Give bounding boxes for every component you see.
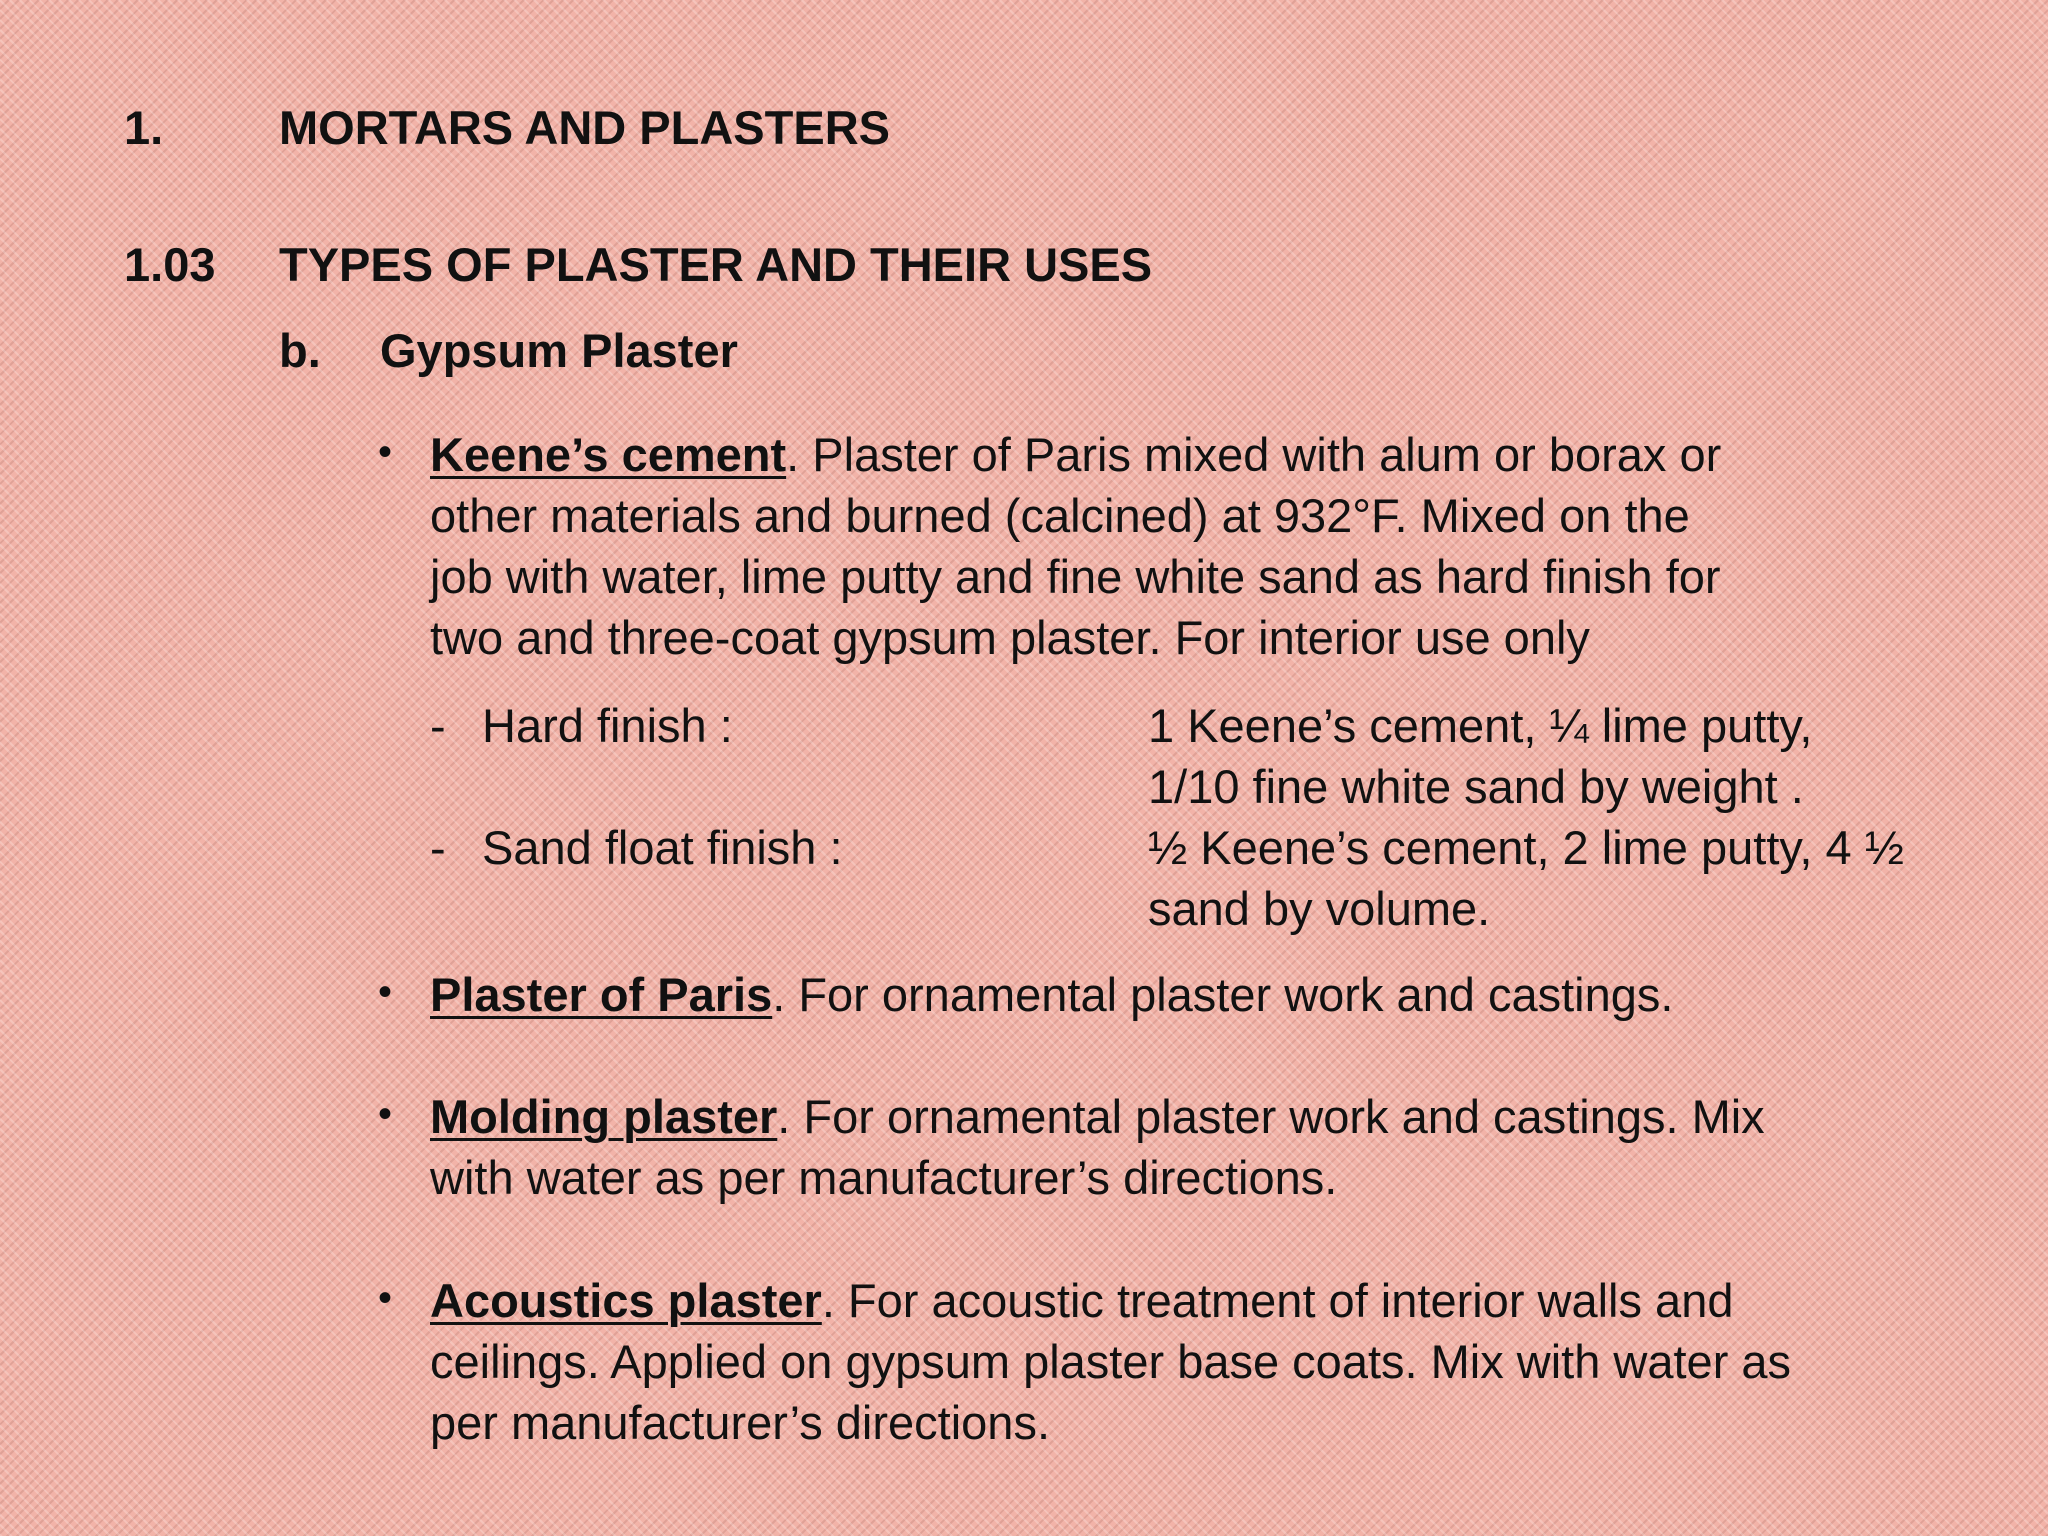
list-item-acoustics-plaster — [430, 1270, 1733, 1331]
term-plaster-of-paris: Plaster of Paris — [430, 968, 773, 1021]
bullet-icon: • — [378, 1276, 393, 1320]
bullet-icon: • — [378, 430, 393, 474]
finish-value-line: sand by volume. — [1148, 882, 1491, 935]
item-line: other materials and burned (calcined) at 932°F. Mixed on the — [430, 489, 1690, 542]
finish-value-line: ½ Keene’s cement, 2 lime putty, 4 ½ — [1148, 821, 1904, 874]
item-line: . For ornamental plaster work and castings. Mix — [777, 1090, 1765, 1143]
finish-dash: - — [430, 821, 446, 874]
list-item-plaster-of-paris — [430, 964, 1673, 1025]
section-number: 1.03 — [124, 238, 216, 291]
item-line: ceilings. Applied on gypsum plaster base coats. Mix with water as — [430, 1335, 1792, 1388]
item-line: . Plaster of Paris mixed with alum or borax or — [786, 428, 1722, 481]
finish-dash: - — [430, 699, 446, 752]
item-line: . For acoustic treatment of interior walls and — [821, 1274, 1734, 1327]
item-line: job with water, lime putty and fine white sand as hard finish for — [430, 550, 1721, 603]
finish-label-sand-float: Sand float finish : — [482, 821, 843, 874]
finish-value-line: 1 Keene’s cement, ¼ lime putty, — [1148, 699, 1813, 752]
term-keenes-cement: Keene’s cement — [430, 428, 787, 481]
subsection-letter: b. — [279, 324, 321, 377]
item-line: two and three-coat gypsum plaster. For interior use only — [430, 611, 1590, 664]
bullet-icon: • — [378, 970, 393, 1014]
subsection-title: Gypsum Plaster — [380, 324, 738, 377]
finish-label-hard: Hard finish : — [482, 699, 733, 752]
list-item-molding-plaster — [430, 1086, 1765, 1147]
term-molding-plaster: Molding plaster — [430, 1090, 778, 1143]
finish-value-line: 1/10 fine white sand by weight . — [1148, 760, 1804, 813]
list-item-keenes-cement — [430, 424, 1721, 485]
item-line: per manufacturer’s directions. — [430, 1396, 1050, 1449]
heading-number: 1. — [124, 101, 164, 154]
heading-title: MORTARS AND PLASTERS — [279, 101, 890, 154]
item-line: . For ornamental plaster work and castings. — [772, 968, 1674, 1021]
term-acoustics-plaster: Acoustics plaster — [430, 1274, 822, 1327]
section-title: TYPES OF PLASTER AND THEIR USES — [279, 238, 1153, 291]
item-line: with water as per manufacturer’s directions. — [430, 1151, 1338, 1204]
bullet-icon: • — [378, 1092, 393, 1136]
